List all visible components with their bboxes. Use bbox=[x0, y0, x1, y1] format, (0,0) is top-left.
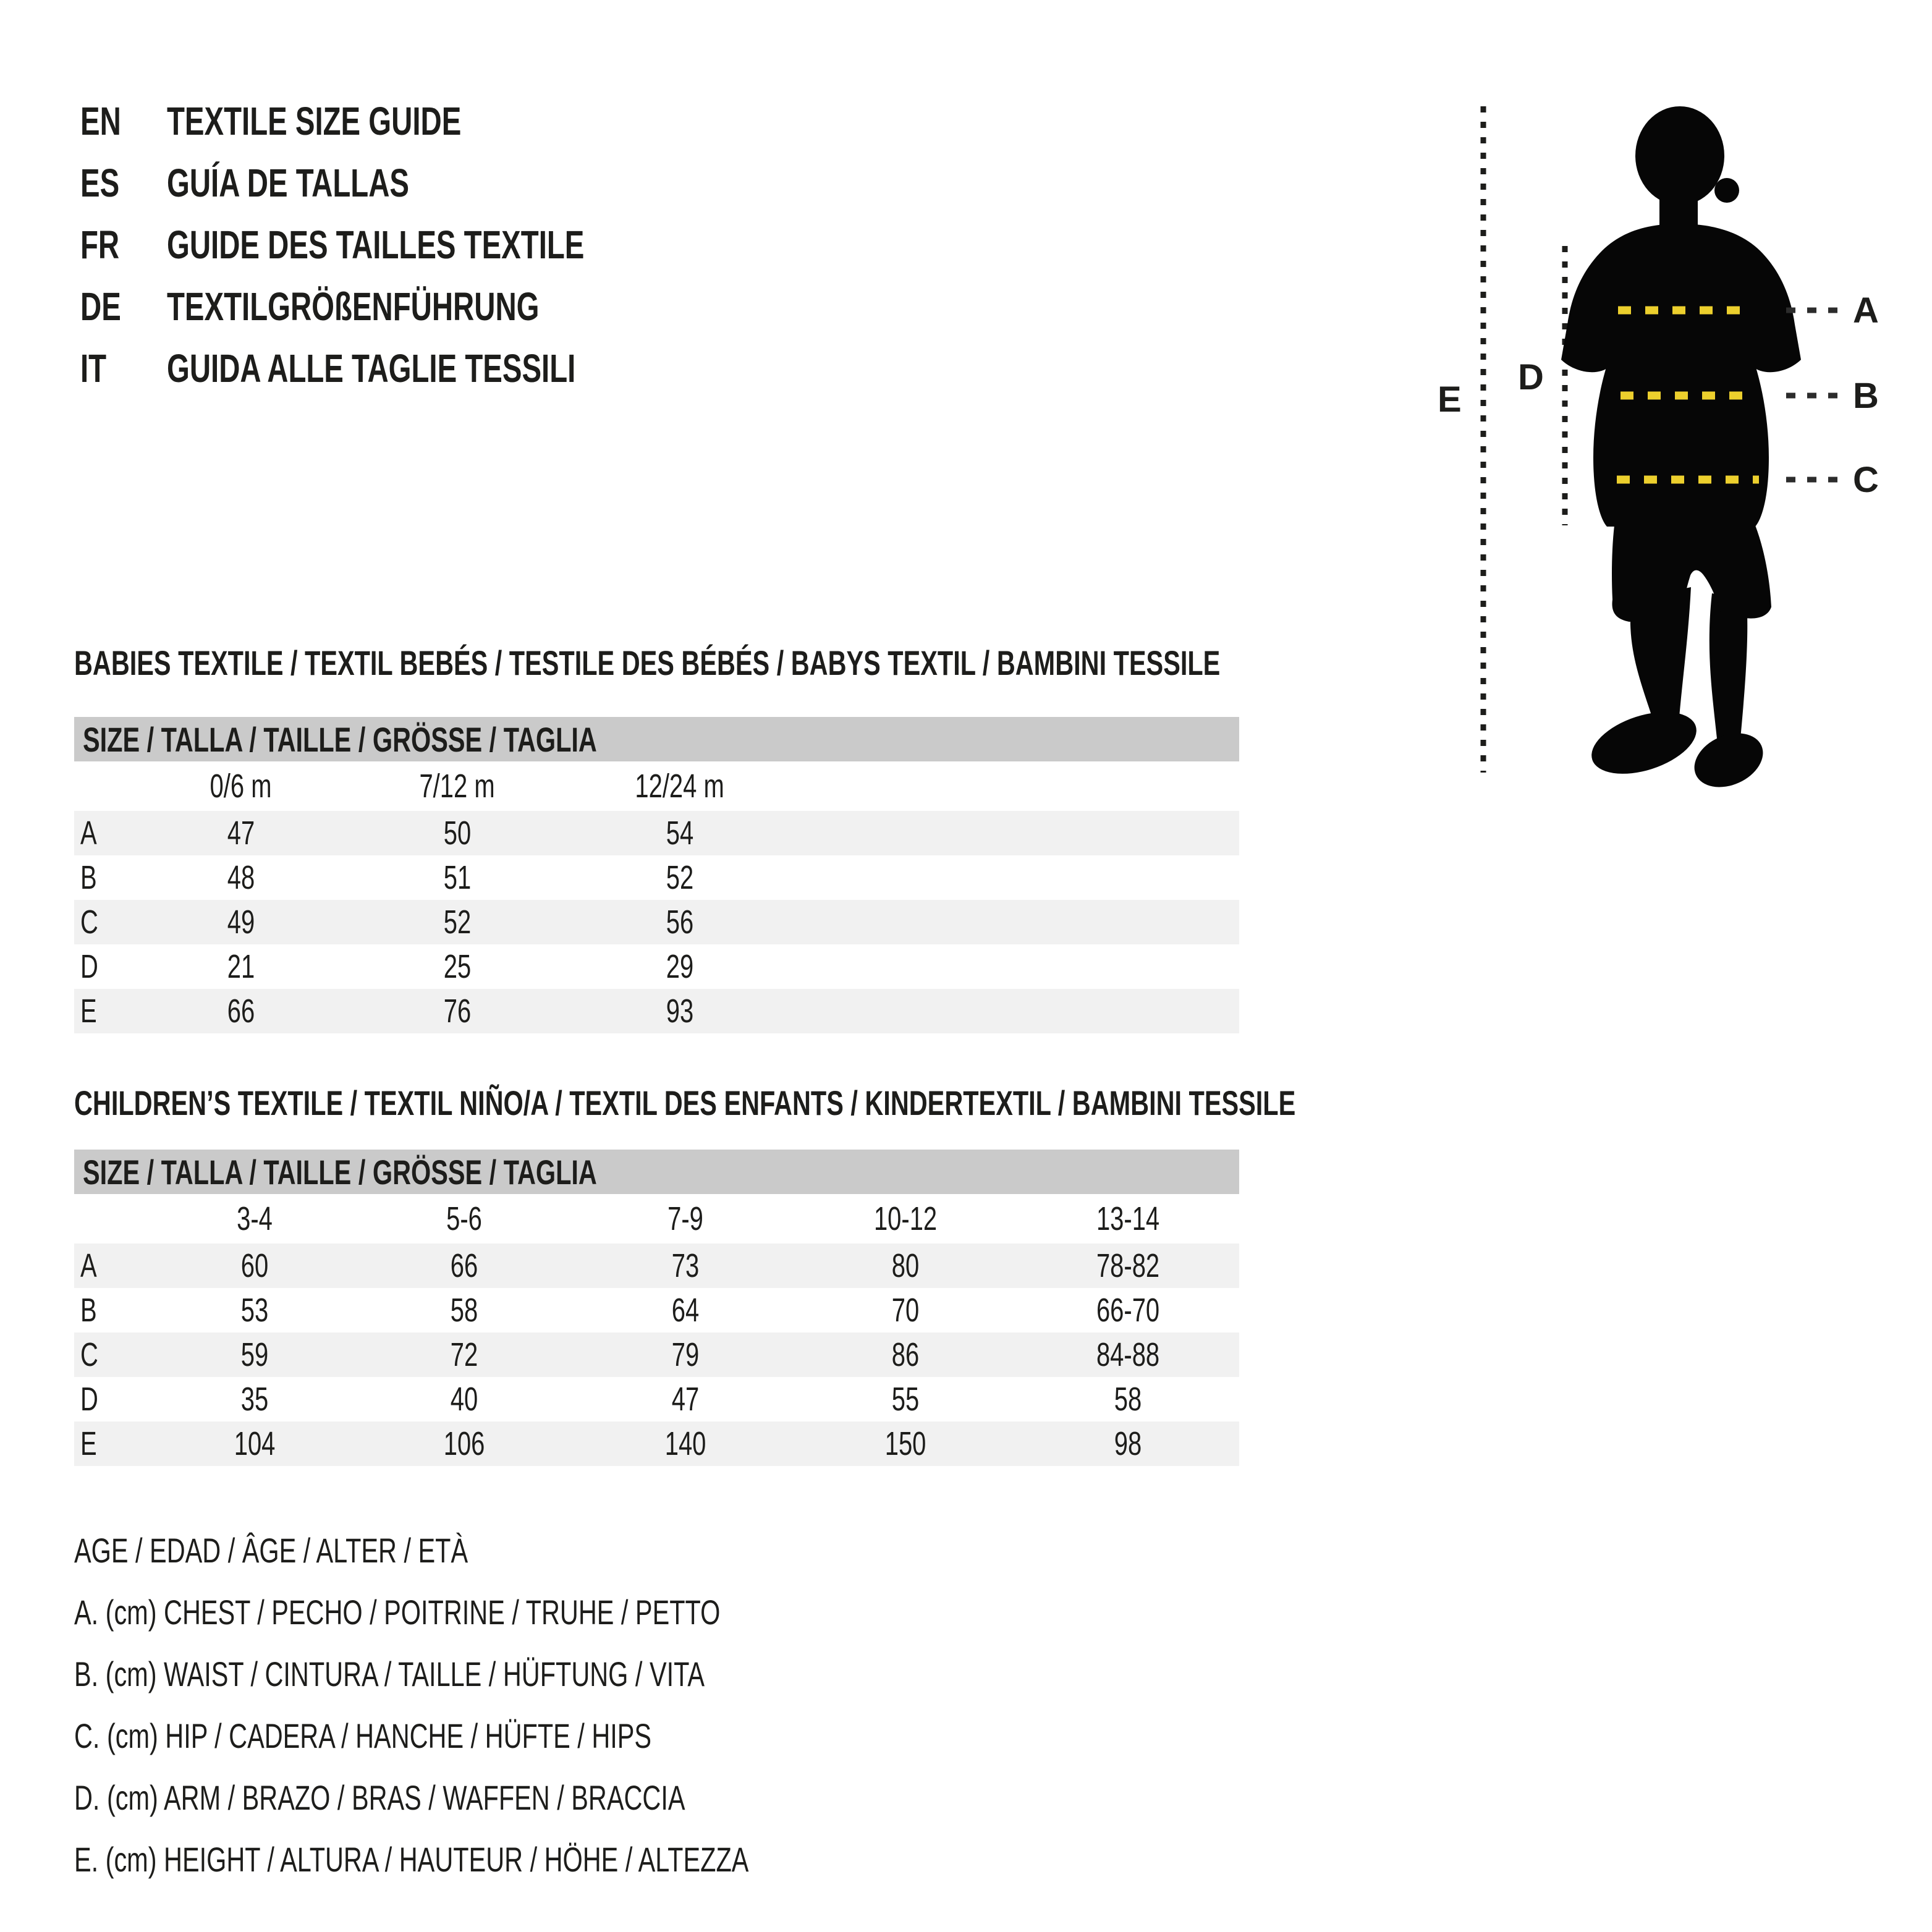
figure-label-d: D bbox=[1518, 357, 1544, 397]
legend-hip-c: C. (cm) HIP / CADERA / HANCHE / HÜFTE / HIPS bbox=[74, 1716, 652, 1755]
children-column-header-row bbox=[74, 1194, 1239, 1244]
language-row-es bbox=[80, 152, 494, 214]
figure-label-a: A bbox=[1853, 290, 1879, 331]
legend-age: AGE / EDAD / ÂGE / ALTER / ETÀ bbox=[74, 1530, 468, 1570]
legend-chest-a: A. (cm) CHEST / PECHO / POITRINE / TRUHE / PETTO bbox=[74, 1592, 721, 1632]
silhouette-ear bbox=[1714, 178, 1739, 203]
legend-waist-b: B. (cm) WAIST / CINTURA / TAILLE / HÜFTUNG / VITA bbox=[74, 1654, 705, 1693]
children-row-d: D 35 40 47 55 58 bbox=[80, 1381, 1142, 1418]
silhouette-left-shoe bbox=[1584, 700, 1705, 786]
babies-row-e: E 66 76 93 bbox=[74, 989, 1239, 1033]
language-code-en: EN bbox=[80, 99, 121, 143]
silhouette-shorts bbox=[1612, 525, 1771, 622]
figure-label-e: E bbox=[1438, 379, 1462, 420]
language-title-fr: GUIDE DES TAILLES TEXTILE bbox=[167, 222, 585, 267]
figure-label-c: C bbox=[1853, 460, 1879, 500]
language-title-es: GUÍA DE TALLAS bbox=[167, 161, 410, 205]
child-silhouette bbox=[1561, 106, 1801, 797]
size-figure-diagram bbox=[1421, 93, 1922, 810]
babies-row-d: D 21 25 29 bbox=[80, 948, 694, 985]
language-code-es: ES bbox=[80, 161, 120, 205]
babies-col-header: 12/24 m bbox=[635, 768, 725, 805]
babies-column-header-row bbox=[74, 761, 1239, 811]
babies-row-a: A 47 50 54 bbox=[74, 811, 1239, 855]
language-title-en: TEXTILE SIZE GUIDE bbox=[167, 99, 462, 143]
language-row-fr bbox=[80, 214, 731, 276]
children-col-header: 3-4 bbox=[237, 1200, 273, 1237]
language-row-it bbox=[80, 337, 719, 399]
children-row-b: B 53 58 64 70 66-70 bbox=[80, 1292, 1160, 1329]
language-row-de bbox=[80, 276, 670, 337]
babies-col-header: 7/12 m bbox=[419, 768, 496, 805]
babies-row-c: C 49 52 56 bbox=[74, 900, 1239, 944]
language-code-fr: FR bbox=[80, 222, 120, 267]
babies-size-header-bar: SIZE / TALLA / TAILLE / GRÖSSE / TAGLIA bbox=[74, 717, 1239, 761]
language-code-de: DE bbox=[80, 284, 121, 329]
language-title-it: GUIDA ALLE TAGLIE TESSILI bbox=[167, 346, 576, 391]
figure-label-b: B bbox=[1853, 376, 1879, 416]
children-size-header-bar: SIZE / TALLA / TAILLE / GRÖSSE / TAGLIA bbox=[74, 1150, 1239, 1194]
legend-height-e: E. (cm) HEIGHT / ALTURA / HAUTEUR / HÖHE / ALTEZZA bbox=[74, 1839, 749, 1879]
children-row-c: C 59 72 79 86 84-88 bbox=[74, 1332, 1239, 1377]
language-row-en bbox=[80, 90, 565, 152]
children-col-header: 13-14 bbox=[1096, 1200, 1160, 1237]
babies-col-header: 0/6 m bbox=[210, 768, 272, 805]
babies-section-heading: BABIES TEXTILE / TEXTIL BEBÉS / TESTILE DES BÉBÉS / BABYS TEXTIL / BAMBINI TESSILE bbox=[74, 643, 1221, 682]
children-row-a: A 60 66 73 80 78-82 bbox=[74, 1244, 1239, 1288]
children-col-header: 5-6 bbox=[446, 1200, 482, 1237]
language-title-de: TEXTILGRÖßENFÜHRUNG bbox=[167, 284, 540, 329]
language-code-it: IT bbox=[80, 346, 107, 391]
children-section-heading: CHILDREN’S TEXTILE / TEXTIL NIÑO/A / TEXTIL DES ENFANTS / KINDERTEXTIL / BAMBINI TESSILE bbox=[74, 1083, 1296, 1122]
babies-row-b: B 48 51 52 bbox=[80, 859, 694, 896]
children-col-header: 10-12 bbox=[874, 1200, 938, 1237]
children-row-e: E 104 106 140 150 98 bbox=[74, 1421, 1239, 1466]
legend-arm-d: D. (cm) ARM / BRAZO / BRAS / WAFFEN / BRACCIA bbox=[74, 1777, 685, 1817]
children-col-header: 7-9 bbox=[667, 1200, 703, 1237]
